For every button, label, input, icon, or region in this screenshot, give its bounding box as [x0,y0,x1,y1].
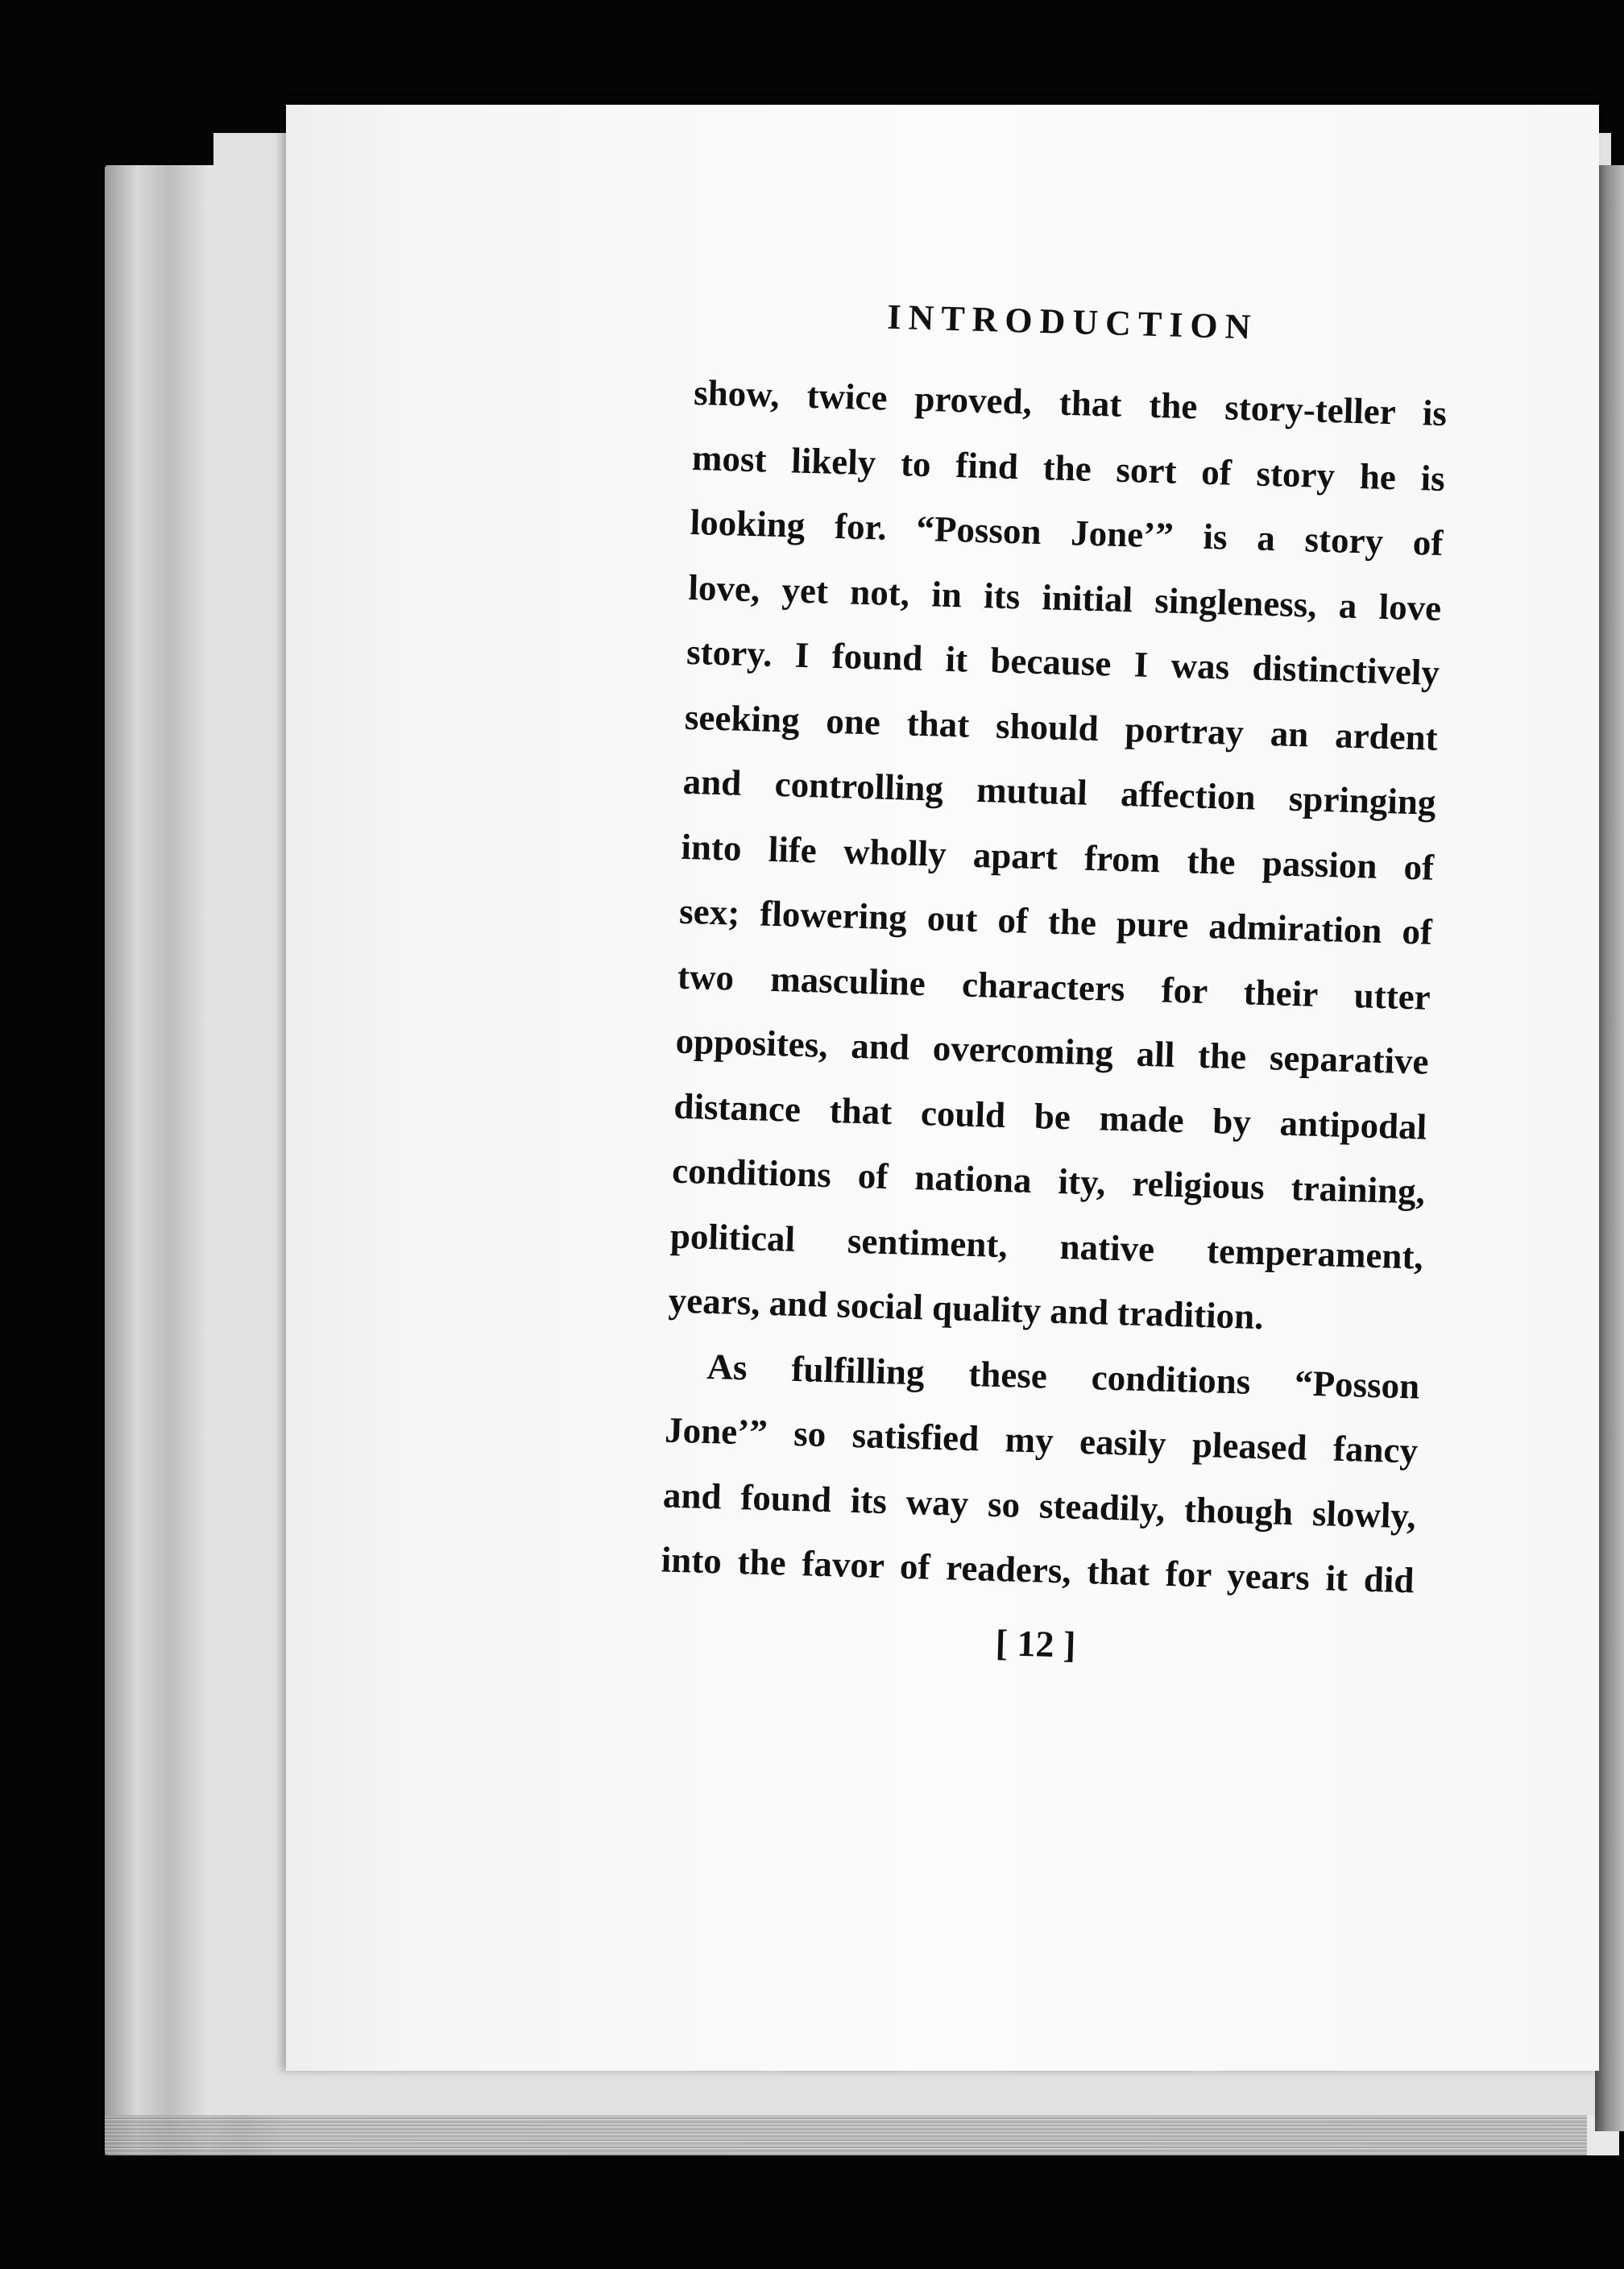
text-line: into the favor of readers, that for years it did [661,1539,1415,1601]
book-right-edge [1595,165,1624,2131]
paragraph-end-line: years, and social quality and tradition. [668,1280,1265,1338]
paragraph-start-line: As fulfilling these conditions “Posson [706,1346,1420,1407]
text-line: love, yet not, in its initial singleness, a love [687,566,1442,628]
text-line: into life wholly apart from the passion of [680,826,1435,888]
text-line: opposites, and overcoming all the separative [675,1020,1430,1082]
page-text-block [658,286,1449,1682]
text-line: seeking one that should portray an ardent [684,696,1439,758]
text-line: and found its way so steadily, though slowly, [662,1474,1417,1537]
running-head: INTRODUCTION [886,297,1259,347]
text-line: story. I found it because I was distinctively [686,631,1440,693]
text-line: Jone’” so satisfied my easily pleased fancy [664,1409,1419,1471]
text-line: distance that could be made by antipodal [673,1085,1427,1147]
text-line: show, twice proved, that the story-teller is [693,371,1448,434]
text-line: looking for. “Posson Jone’” is a story of [690,501,1444,563]
text-line: conditions of nationa ity, religious training, [671,1150,1426,1212]
page-number: [ 12 ] [995,1621,1077,1665]
text-line: political sentiment, native temperament, [669,1215,1424,1277]
text-line: sex; flowering out of the pure admiration of [678,890,1433,952]
text-line: and controlling mutual affection springing [682,761,1437,823]
text-line: two masculine characters for their utter [677,956,1431,1018]
text-line: most likely to find the sort of story he is [691,437,1446,499]
